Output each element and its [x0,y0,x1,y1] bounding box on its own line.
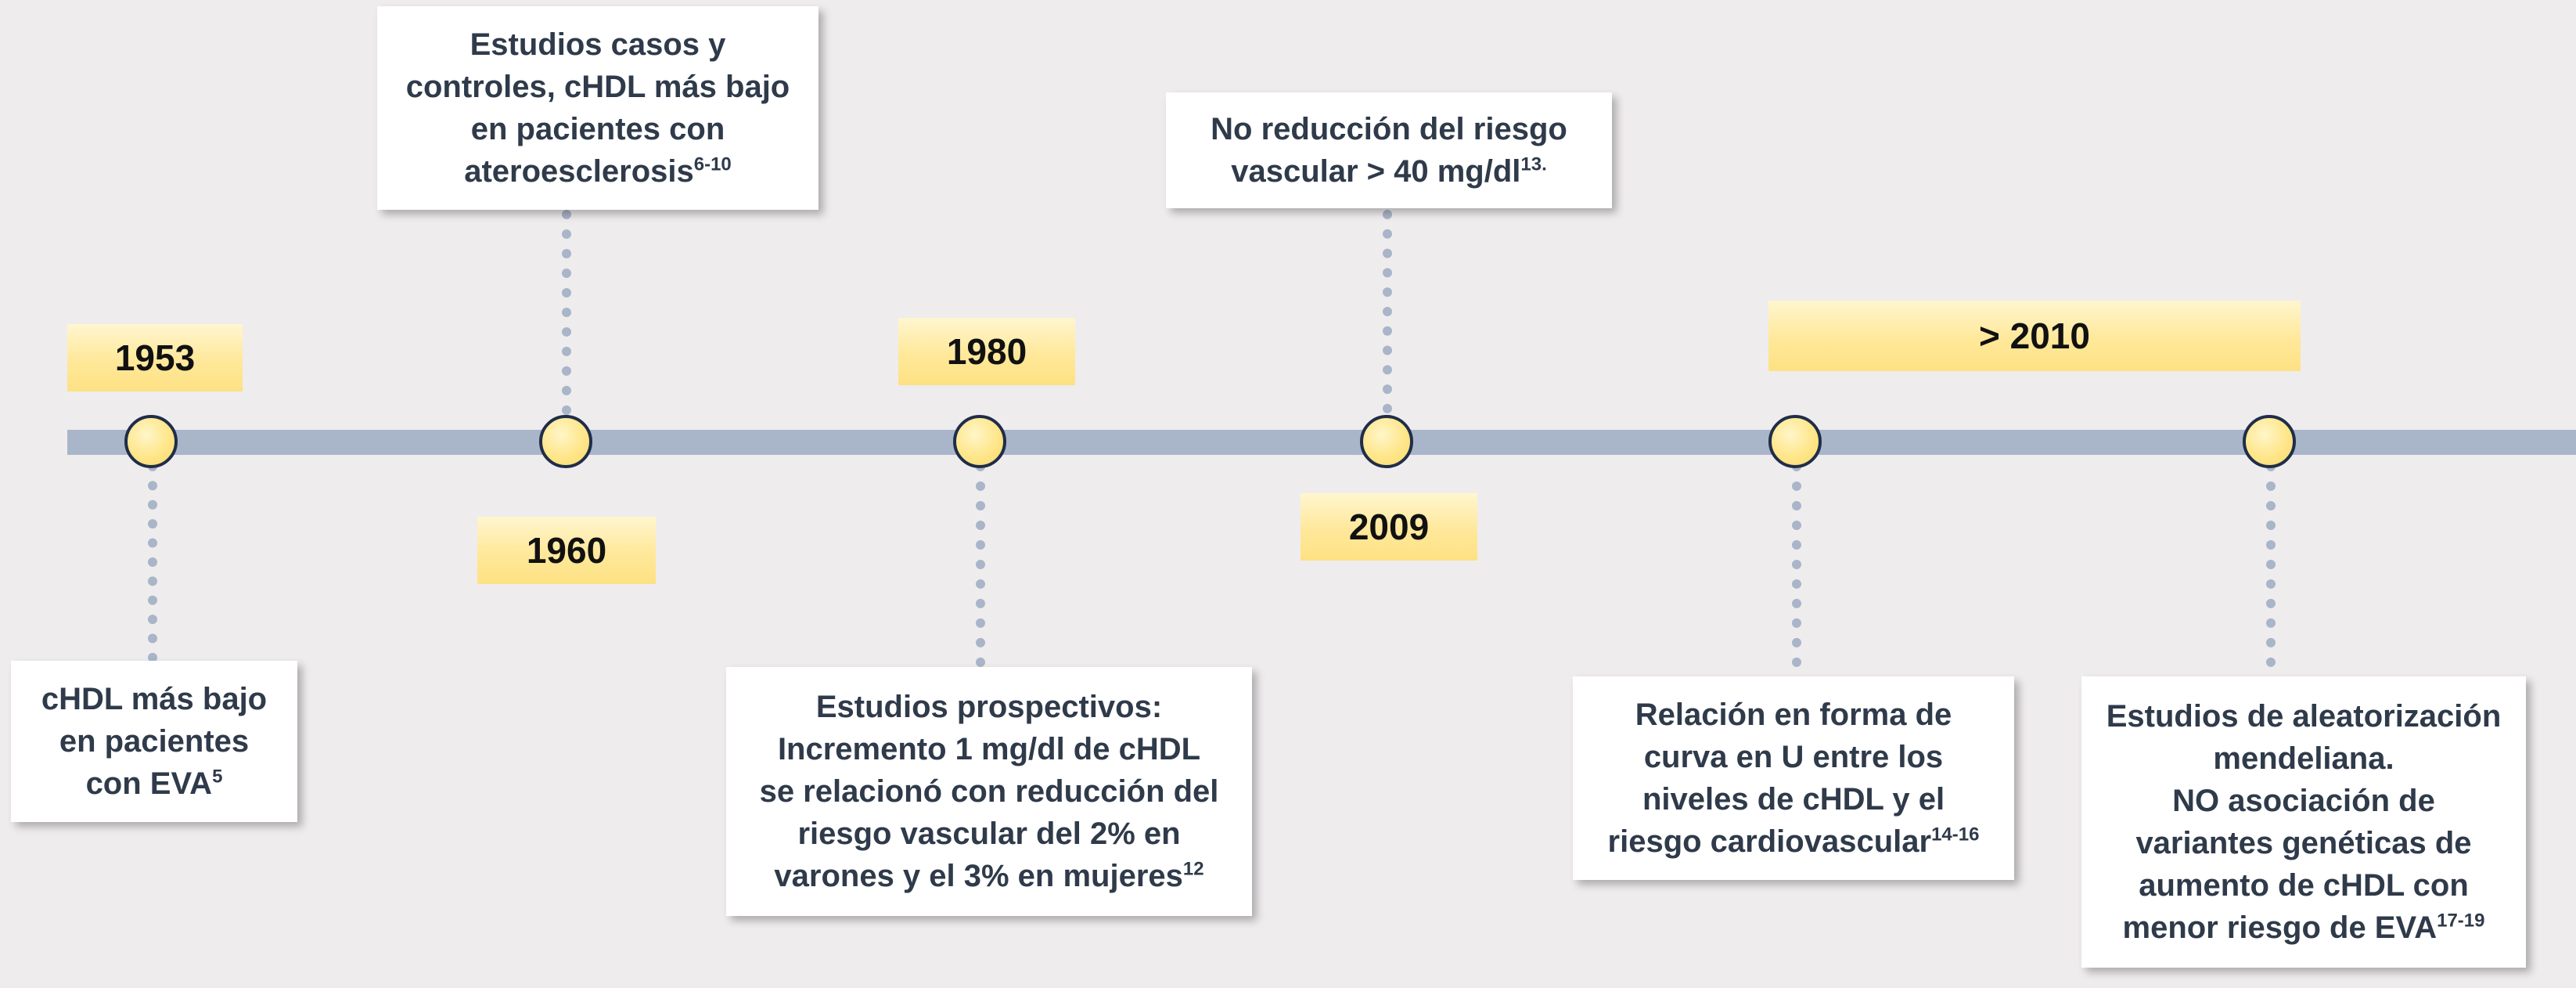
event-2010a-reference: 14-16 [1931,824,1980,846]
event-1980-line-1: Estudios prospectivos: [815,690,1163,724]
event-1980-line-2: Incremento 1 mg/dl de cHDL [777,732,1201,766]
event-2010a-last-text: riesgo cardiovascular [1607,824,1932,859]
event-2010b-reference: 17-19 [2437,910,2485,932]
event-1953-line-1: cHDL más bajo [41,682,268,716]
event-2009-last-text: vascular > 40 mg/dl [1231,154,1521,189]
event-2009-reference: 13. [1520,153,1547,175]
event-2010a-line-3: niveles de cHDL y el [1642,782,1945,817]
event-1980-reference: 12 [1182,858,1204,880]
event-2010b-line-2: mendeliana. [2213,741,2394,776]
event-1960-line-4 [390,150,806,193]
year-label-1980: 1980 [898,318,1075,385]
event-1960-line-2: controles, cHDL más bajo [405,70,790,104]
connector-2010b [2266,462,2276,667]
connector-1980 [976,462,985,667]
event-1960-line-3: en pacientes con [470,112,725,146]
event-1953-line-3 [23,763,285,805]
event-1960-reference: 6-10 [693,153,732,175]
event-1953-reference: 5 [212,766,223,788]
event-2010a-line-2: curva en U entre los [1643,740,1944,774]
event-2010a-line-4 [1585,820,2002,863]
event-2010b-last-text: menor riesgo de EVA [2122,910,2437,945]
event-2010b-line-5: aumento de cHDL con [2139,868,2469,903]
year-label-1953: 1953 [67,324,243,391]
event-2010b-line-4: variantes genéticas de [2135,826,2472,860]
event-box-2010-mendelian [2081,676,2526,968]
connector-1960 [562,210,571,415]
event-box-2010-u-curve [1573,676,2014,880]
event-1980-line-3: se relacionó con reducción del [759,774,1219,809]
timeline-node-2010b [2243,415,2296,468]
event-2009-line-1: No reducción del riesgo [1211,112,1567,146]
year-label-1960: 1960 [477,517,656,584]
event-1960-line-1: Estudios casos y [470,27,726,62]
event-box-1980 [726,667,1252,916]
timeline-node-2010a [1768,415,1822,468]
event-1960-last-text: ateroesclerosis [464,154,694,189]
event-1953-line-2: en pacientes [59,724,250,759]
event-1980-line-5 [739,855,1239,897]
event-box-1960 [377,6,818,210]
event-1953-last-text: con EVA [85,766,213,801]
year-label-2009: 2009 [1301,493,1477,561]
timeline-node-1980 [953,415,1006,468]
timeline-node-1960 [539,415,592,468]
year-label-2010: > 2010 [1768,301,2301,371]
event-1980-last-text: varones y el 3% en mujeres [774,859,1183,893]
event-2009-line-2 [1178,150,1599,193]
connector-2009 [1383,210,1392,413]
connector-1953 [148,462,157,662]
event-1980-line-4: riesgo vascular del 2% en [797,817,1181,851]
timeline-node-1953 [124,415,178,468]
event-2010b-line-3: NO asociación de [2172,784,2435,818]
event-2010b-line-6 [2094,907,2513,949]
event-box-1953 [11,661,297,822]
event-2010a-line-1: Relación en forma de [1635,698,1952,732]
timeline-node-2009 [1360,415,1413,468]
timeline-axis [67,430,2576,455]
event-2010b-line-1: Estudios de aleatorización [2106,699,2502,734]
event-box-2009 [1166,92,1612,208]
connector-2010a [1792,462,1801,667]
